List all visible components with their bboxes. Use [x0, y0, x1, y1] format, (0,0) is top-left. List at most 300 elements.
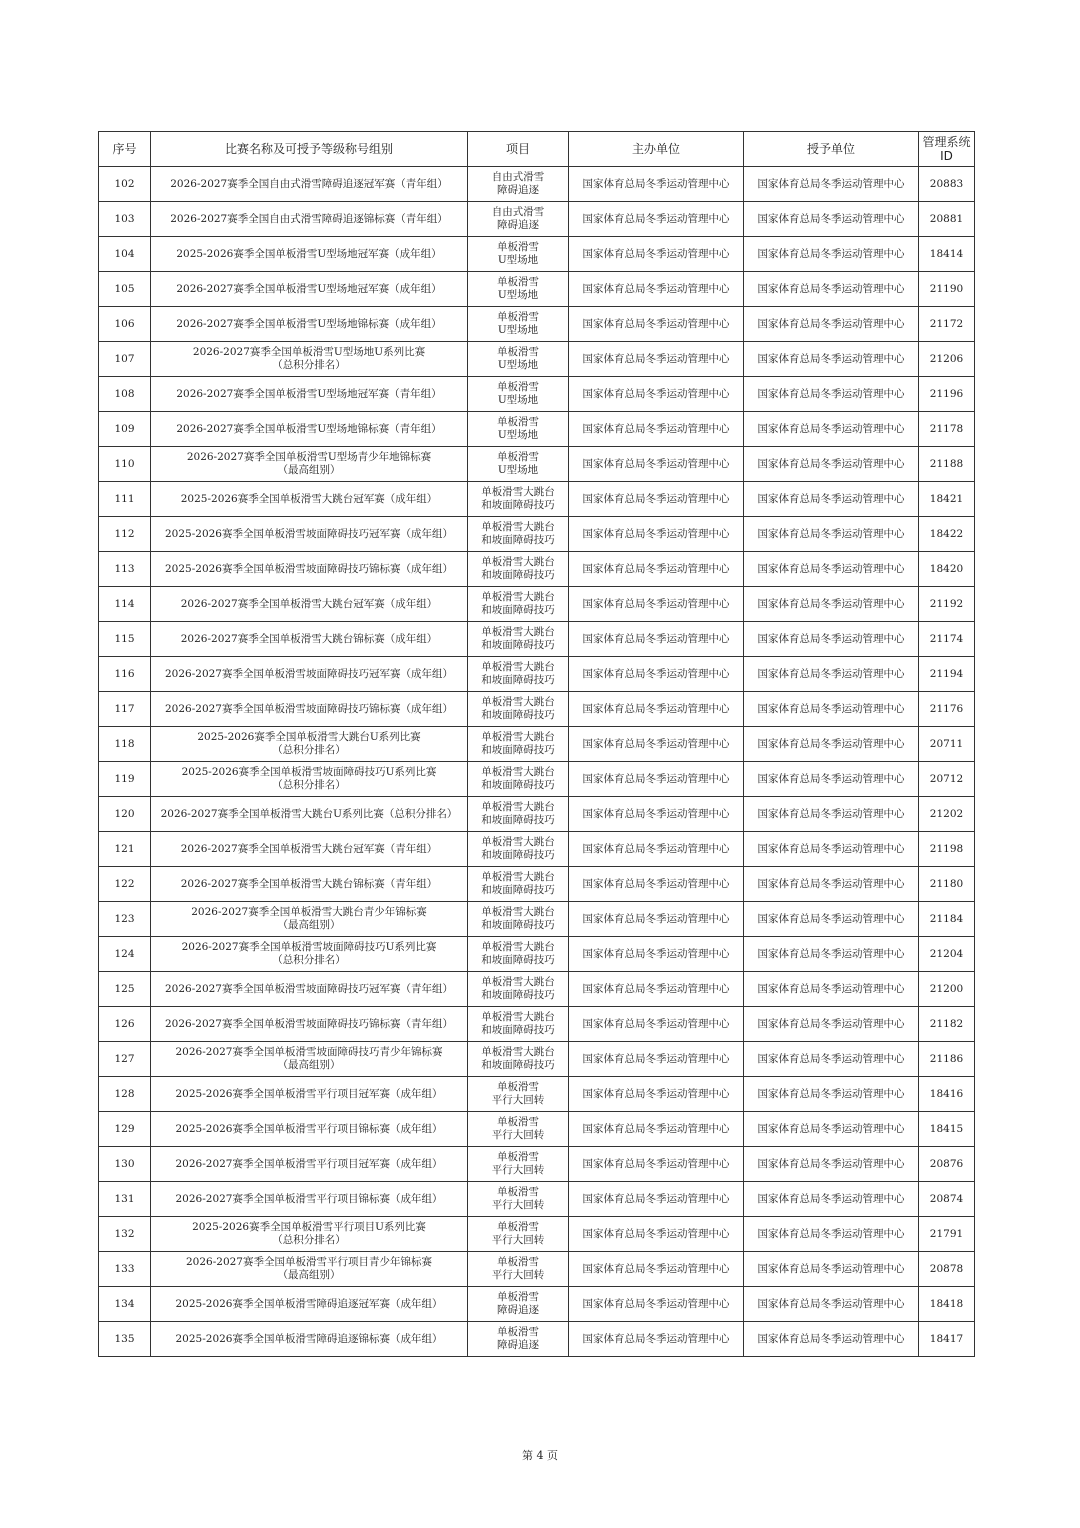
cell-name [151, 412, 468, 447]
cell-host: 国家体育总局冬季运动管理中心 [569, 1217, 744, 1252]
cell-system-id: 20712 [919, 762, 975, 797]
cell-name-line: 2026-2027赛季全国单板滑雪大跳台U系列比赛（总积分排名） [160, 807, 458, 820]
cell-event-line: 单板滑雪 [497, 1116, 539, 1128]
cell-host: 国家体育总局冬季运动管理中心 [569, 1322, 744, 1357]
cell-name [151, 692, 468, 727]
cell-no: 119 [99, 762, 151, 797]
table-row [99, 412, 975, 447]
cell-grantor: 国家体育总局冬季运动管理中心 [744, 972, 919, 1007]
cell-no: 102 [99, 167, 151, 202]
cell-event-line: 单板滑雪 [497, 311, 539, 323]
table-row [99, 622, 975, 657]
cell-host: 国家体育总局冬季运动管理中心 [569, 307, 744, 342]
cell-system-id: 20711 [919, 727, 975, 762]
table-row [99, 867, 975, 902]
cell-event-line: 单板滑雪 [497, 451, 539, 463]
cell-event-line: 单板滑雪大跳台 [481, 556, 555, 568]
cell-event [468, 1252, 569, 1287]
cell-grantor: 国家体育总局冬季运动管理中心 [744, 377, 919, 412]
cell-event-line: U型场地 [497, 429, 539, 441]
cell-event-line: 单板滑雪大跳台 [481, 801, 555, 813]
cell-name [151, 1322, 468, 1357]
table-row [99, 797, 975, 832]
cell-name-line: 2025-2026赛季全国单板滑雪平行项目U系列比赛 [192, 1221, 426, 1233]
cell-host: 国家体育总局冬季运动管理中心 [569, 167, 744, 202]
cell-grantor: 国家体育总局冬季运动管理中心 [744, 692, 919, 727]
header-system-id-line1: 管理系统 [922, 135, 971, 149]
cell-event-line: 障碍追逐 [497, 219, 539, 231]
cell-event-line: 单板滑雪大跳台 [481, 941, 555, 953]
cell-system-id: 20881 [919, 202, 975, 237]
cell-name-line: 2026-2027赛季全国单板滑雪U型场地锦标赛（成年组） [176, 317, 442, 330]
table-row [99, 1007, 975, 1042]
cell-no: 120 [99, 797, 151, 832]
cell-event-line: 单板滑雪大跳台 [481, 696, 555, 708]
cell-grantor: 国家体育总局冬季运动管理中心 [744, 657, 919, 692]
table-row [99, 1077, 975, 1112]
cell-event [468, 1112, 569, 1147]
cell-event [468, 727, 569, 762]
cell-name-line: 2026-2027赛季全国单板滑雪大跳台青少年锦标赛 [191, 906, 427, 918]
cell-name-line: 2025-2026赛季全国单板滑雪平行项目冠军赛（成年组） [175, 1087, 443, 1100]
cell-event-line: U型场地 [497, 289, 539, 301]
cell-event-line: U型场地 [497, 464, 539, 476]
cell-name-line: 2026-2027赛季全国单板滑雪U型场地冠军赛（青年组） [176, 387, 442, 400]
cell-event-line: 平行大回转 [491, 1269, 545, 1281]
cell-system-id: 21200 [919, 972, 975, 1007]
cell-host: 国家体育总局冬季运动管理中心 [569, 482, 744, 517]
cell-system-id: 18422 [919, 517, 975, 552]
cell-event [468, 237, 569, 272]
cell-name-line: 2026-2027赛季全国单板滑雪U型场青少年地锦标赛 [186, 451, 432, 463]
cell-no: 121 [99, 832, 151, 867]
cell-event [468, 482, 569, 517]
cell-system-id: 18417 [919, 1322, 975, 1357]
cell-event [468, 377, 569, 412]
cell-event-line: 单板滑雪大跳台 [481, 1046, 555, 1058]
cell-grantor: 国家体育总局冬季运动管理中心 [744, 1007, 919, 1042]
cell-name [151, 797, 468, 832]
cell-host: 国家体育总局冬季运动管理中心 [569, 272, 744, 307]
cell-system-id: 21174 [919, 622, 975, 657]
cell-event-line: U型场地 [497, 394, 539, 406]
cell-host: 国家体育总局冬季运动管理中心 [569, 797, 744, 832]
cell-event [468, 552, 569, 587]
cell-name-line: 2025-2026赛季全国单板滑雪坡面障碍技巧U系列比赛 [181, 766, 437, 778]
cell-name [151, 1042, 468, 1077]
table-row [99, 482, 975, 517]
cell-name-line: 2026-2027赛季全国单板滑雪U型场地冠军赛（成年组） [176, 282, 442, 295]
cell-event [468, 867, 569, 902]
cell-event [468, 972, 569, 1007]
cell-grantor: 国家体育总局冬季运动管理中心 [744, 167, 919, 202]
cell-event [468, 517, 569, 552]
cell-event-line: 单板滑雪大跳台 [481, 591, 555, 603]
cell-event [468, 622, 569, 657]
cell-system-id: 18418 [919, 1287, 975, 1322]
cell-name-line: 2026-2027赛季全国单板滑雪平行项目锦标赛（成年组） [175, 1192, 443, 1205]
cell-grantor: 国家体育总局冬季运动管理中心 [744, 1182, 919, 1217]
table-row [99, 1217, 975, 1252]
cell-system-id: 21182 [919, 1007, 975, 1042]
cell-event-line: 和坡面障碍技巧 [481, 499, 555, 511]
cell-grantor: 国家体育总局冬季运动管理中心 [744, 1112, 919, 1147]
table-row [99, 237, 975, 272]
cell-grantor: 国家体育总局冬季运动管理中心 [744, 447, 919, 482]
cell-system-id: 21180 [919, 867, 975, 902]
cell-event-line: 单板滑雪 [497, 1186, 539, 1198]
cell-event [468, 447, 569, 482]
cell-name [151, 587, 468, 622]
cell-name [151, 307, 468, 342]
cell-host: 国家体育总局冬季运动管理中心 [569, 1112, 744, 1147]
cell-system-id: 20883 [919, 167, 975, 202]
cell-no: 110 [99, 447, 151, 482]
cell-event-line: 单板滑雪大跳台 [481, 731, 555, 743]
cell-event-line: U型场地 [497, 359, 539, 371]
cell-event [468, 1217, 569, 1252]
cell-event-line: 单板滑雪大跳台 [481, 1011, 555, 1023]
cell-no: 132 [99, 1217, 151, 1252]
cell-event-line: 和坡面障碍技巧 [481, 849, 555, 861]
cell-host: 国家体育总局冬季运动管理中心 [569, 587, 744, 622]
cell-grantor: 国家体育总局冬季运动管理中心 [744, 797, 919, 832]
cell-system-id: 21178 [919, 412, 975, 447]
cell-event-line: 单板滑雪大跳台 [481, 976, 555, 988]
cell-event-line: 和坡面障碍技巧 [481, 814, 555, 826]
cell-event [468, 1147, 569, 1182]
cell-no: 108 [99, 377, 151, 412]
cell-event-line: 和坡面障碍技巧 [481, 989, 555, 1001]
cell-event-line: 单板滑雪大跳台 [481, 836, 555, 848]
cell-name-line: 2026-2027赛季全国单板滑雪大跳台锦标赛（青年组） [180, 877, 438, 890]
table-row [99, 1112, 975, 1147]
cell-host: 国家体育总局冬季运动管理中心 [569, 937, 744, 972]
table-body [99, 167, 975, 1357]
cell-no: 123 [99, 902, 151, 937]
table-row [99, 307, 975, 342]
cell-event-line: 单板滑雪 [497, 416, 539, 428]
cell-event-line: U型场地 [497, 324, 539, 336]
cell-name-line: 2025-2026赛季全国单板滑雪坡面障碍技巧锦标赛（成年组） [165, 562, 453, 575]
cell-event-line: 自由式滑雪 [491, 206, 545, 218]
cell-event-line: 和坡面障碍技巧 [481, 639, 555, 651]
cell-event [468, 902, 569, 937]
cell-system-id: 21188 [919, 447, 975, 482]
cell-host: 国家体育总局冬季运动管理中心 [569, 1007, 744, 1042]
table-row [99, 762, 975, 797]
cell-name-line: 2026-2027赛季全国单板滑雪坡面障碍技巧U系列比赛 [181, 941, 437, 953]
cell-name [151, 1182, 468, 1217]
cell-grantor: 国家体育总局冬季运动管理中心 [744, 237, 919, 272]
cell-event [468, 342, 569, 377]
table-row [99, 517, 975, 552]
cell-grantor: 国家体育总局冬季运动管理中心 [744, 1322, 919, 1357]
cell-no: 124 [99, 937, 151, 972]
cell-host: 国家体育总局冬季运动管理中心 [569, 447, 744, 482]
cell-host: 国家体育总局冬季运动管理中心 [569, 1182, 744, 1217]
cell-event-line: 和坡面障碍技巧 [481, 919, 555, 931]
cell-system-id: 21194 [919, 657, 975, 692]
cell-no: 106 [99, 307, 151, 342]
cell-name [151, 902, 468, 937]
cell-no: 133 [99, 1252, 151, 1287]
cell-event-line: 和坡面障碍技巧 [481, 744, 555, 756]
cell-host: 国家体育总局冬季运动管理中心 [569, 1042, 744, 1077]
cell-host: 国家体育总局冬季运动管理中心 [569, 867, 744, 902]
cell-no: 131 [99, 1182, 151, 1217]
cell-grantor: 国家体育总局冬季运动管理中心 [744, 1077, 919, 1112]
cell-name-line: （总积分排名） [272, 359, 346, 371]
cell-name [151, 202, 468, 237]
cell-event-line: 单板滑雪大跳台 [481, 661, 555, 673]
cell-name-line: （总积分排名） [272, 779, 346, 791]
cell-event-line: 和坡面障碍技巧 [481, 569, 555, 581]
cell-grantor: 国家体育总局冬季运动管理中心 [744, 902, 919, 937]
cell-event-line: U型场地 [497, 254, 539, 266]
cell-name-line: 2025-2026赛季全国单板滑雪平行项目锦标赛（成年组） [175, 1122, 443, 1135]
cell-no: 103 [99, 202, 151, 237]
cell-host: 国家体育总局冬季运动管理中心 [569, 412, 744, 447]
table-header-row [99, 132, 975, 167]
cell-event [468, 1287, 569, 1322]
table-row [99, 272, 975, 307]
cell-name [151, 657, 468, 692]
cell-system-id: 21204 [919, 937, 975, 972]
cell-event-line: 障碍追逐 [497, 184, 539, 196]
cell-host: 国家体育总局冬季运动管理中心 [569, 1147, 744, 1182]
cell-event [468, 202, 569, 237]
cell-host: 国家体育总局冬季运动管理中心 [569, 342, 744, 377]
cell-event-line: 障碍追逐 [497, 1339, 539, 1351]
cell-name-line: （总积分排名） [272, 1234, 346, 1246]
cell-no: 125 [99, 972, 151, 1007]
table-row [99, 587, 975, 622]
cell-system-id: 20874 [919, 1182, 975, 1217]
cell-host: 国家体育总局冬季运动管理中心 [569, 622, 744, 657]
cell-name-line: 2026-2027赛季全国单板滑雪平行项目冠军赛（成年组） [175, 1157, 443, 1170]
table-row [99, 1147, 975, 1182]
cell-name-line: （最高组别） [277, 464, 341, 476]
cell-grantor: 国家体育总局冬季运动管理中心 [744, 482, 919, 517]
cell-system-id: 21172 [919, 307, 975, 342]
competition-table [98, 131, 975, 1357]
table-row [99, 937, 975, 972]
cell-system-id: 21791 [919, 1217, 975, 1252]
cell-event-line: 和坡面障碍技巧 [481, 954, 555, 966]
cell-host: 国家体育总局冬季运动管理中心 [569, 762, 744, 797]
cell-event-line: 和坡面障碍技巧 [481, 1024, 555, 1036]
cell-host: 国家体育总局冬季运动管理中心 [569, 1252, 744, 1287]
cell-grantor: 国家体育总局冬季运动管理中心 [744, 1252, 919, 1287]
cell-name-line: （最高组别） [277, 1269, 341, 1281]
header-grantor: 授予单位 [744, 132, 919, 167]
header-no: 序号 [99, 132, 151, 167]
cell-system-id: 21190 [919, 272, 975, 307]
cell-event-line: 单板滑雪 [497, 1326, 539, 1338]
cell-system-id: 21202 [919, 797, 975, 832]
cell-event-line: 单板滑雪 [497, 1291, 539, 1303]
cell-grantor: 国家体育总局冬季运动管理中心 [744, 937, 919, 972]
cell-event [468, 587, 569, 622]
cell-event-line: 单板滑雪大跳台 [481, 626, 555, 638]
cell-no: 128 [99, 1077, 151, 1112]
cell-host: 国家体育总局冬季运动管理中心 [569, 202, 744, 237]
cell-system-id: 21176 [919, 692, 975, 727]
cell-event-line: 单板滑雪 [497, 1221, 539, 1233]
cell-grantor: 国家体育总局冬季运动管理中心 [744, 727, 919, 762]
cell-event [468, 762, 569, 797]
cell-no: 112 [99, 517, 151, 552]
cell-grantor: 国家体育总局冬季运动管理中心 [744, 412, 919, 447]
cell-system-id: 20878 [919, 1252, 975, 1287]
cell-no: 122 [99, 867, 151, 902]
cell-no: 114 [99, 587, 151, 622]
cell-name [151, 727, 468, 762]
cell-event-line: 平行大回转 [491, 1199, 545, 1211]
cell-name-line: 2026-2027赛季全国单板滑雪大跳台冠军赛（青年组） [180, 842, 438, 855]
cell-event [468, 1042, 569, 1077]
table-row [99, 692, 975, 727]
cell-name [151, 937, 468, 972]
cell-name-line: 2026-2027赛季全国单板滑雪大跳台冠军赛（成年组） [180, 597, 438, 610]
cell-name-line: 2026-2027赛季全国单板滑雪坡面障碍技巧冠军赛（青年组） [165, 982, 453, 995]
table-row [99, 447, 975, 482]
header-system-id-line2: ID [940, 149, 953, 163]
cell-name-line: 2025-2026赛季全国单板滑雪U型场地冠军赛（成年组） [176, 247, 442, 260]
cell-name-line: 2026-2027赛季全国自由式滑雪障碍追逐冠军赛（青年组） [170, 177, 448, 190]
cell-name-line: 2026-2027赛季全国单板滑雪平行项目青少年锦标赛 [186, 1256, 432, 1268]
cell-name [151, 1217, 468, 1252]
cell-grantor: 国家体育总局冬季运动管理中心 [744, 517, 919, 552]
cell-no: 135 [99, 1322, 151, 1357]
cell-grantor: 国家体育总局冬季运动管理中心 [744, 272, 919, 307]
cell-system-id: 21196 [919, 377, 975, 412]
cell-no: 105 [99, 272, 151, 307]
cell-host: 国家体育总局冬季运动管理中心 [569, 832, 744, 867]
table-row [99, 202, 975, 237]
cell-name-line: 2025-2026赛季全国单板滑雪障碍追逐冠军赛（成年组） [175, 1297, 443, 1310]
cell-name [151, 1287, 468, 1322]
cell-name-line: （最高组别） [277, 919, 341, 931]
cell-system-id: 21192 [919, 587, 975, 622]
cell-grantor: 国家体育总局冬季运动管理中心 [744, 1147, 919, 1182]
cell-name [151, 447, 468, 482]
cell-host: 国家体育总局冬季运动管理中心 [569, 377, 744, 412]
cell-grantor: 国家体育总局冬季运动管理中心 [744, 832, 919, 867]
table-row [99, 1287, 975, 1322]
table-row [99, 972, 975, 1007]
cell-name [151, 972, 468, 1007]
cell-event [468, 657, 569, 692]
header-system-id [919, 132, 975, 167]
cell-event-line: 平行大回转 [491, 1094, 545, 1106]
cell-name [151, 237, 468, 272]
cell-host: 国家体育总局冬季运动管理中心 [569, 552, 744, 587]
cell-name [151, 482, 468, 517]
table-row [99, 657, 975, 692]
cell-event-line: 平行大回转 [491, 1129, 545, 1141]
cell-no: 104 [99, 237, 151, 272]
table-row [99, 377, 975, 412]
cell-name-line: （最高组别） [277, 1059, 341, 1071]
page-number: 第 4 页 [522, 1449, 558, 1462]
cell-event-line: 单板滑雪 [497, 381, 539, 393]
table-row [99, 552, 975, 587]
cell-grantor: 国家体育总局冬季运动管理中心 [744, 202, 919, 237]
cell-no: 130 [99, 1147, 151, 1182]
cell-grantor: 国家体育总局冬季运动管理中心 [744, 1287, 919, 1322]
table-row [99, 727, 975, 762]
cell-event [468, 692, 569, 727]
cell-event-line: 障碍追逐 [497, 1304, 539, 1316]
cell-no: 118 [99, 727, 151, 762]
cell-event [468, 412, 569, 447]
cell-no: 116 [99, 657, 151, 692]
cell-event-line: 单板滑雪 [497, 346, 539, 358]
cell-host: 国家体育总局冬季运动管理中心 [569, 1287, 744, 1322]
cell-event [468, 307, 569, 342]
cell-event [468, 272, 569, 307]
cell-no: 126 [99, 1007, 151, 1042]
cell-no: 109 [99, 412, 151, 447]
cell-event-line: 单板滑雪 [497, 276, 539, 288]
cell-system-id: 20876 [919, 1147, 975, 1182]
cell-grantor: 国家体育总局冬季运动管理中心 [744, 622, 919, 657]
cell-name-line: 2026-2027赛季全国单板滑雪坡面障碍技巧青少年锦标赛 [175, 1046, 443, 1058]
table-row [99, 342, 975, 377]
cell-name-line: 2025-2026赛季全国单板滑雪大跳台U系列比赛 [197, 731, 421, 743]
cell-host: 国家体育总局冬季运动管理中心 [569, 902, 744, 937]
cell-event [468, 937, 569, 972]
cell-grantor: 国家体育总局冬季运动管理中心 [744, 867, 919, 902]
cell-event-line: 单板滑雪 [497, 1256, 539, 1268]
cell-name [151, 867, 468, 902]
header-event: 项目 [468, 132, 569, 167]
cell-name-line: 2025-2026赛季全国单板滑雪障碍追逐锦标赛（成年组） [175, 1332, 443, 1345]
cell-host: 国家体育总局冬季运动管理中心 [569, 727, 744, 762]
cell-system-id: 18421 [919, 482, 975, 517]
cell-system-id: 18416 [919, 1077, 975, 1112]
cell-name [151, 377, 468, 412]
table-row [99, 902, 975, 937]
cell-event-line: 和坡面障碍技巧 [481, 1059, 555, 1071]
cell-event-line: 和坡面障碍技巧 [481, 884, 555, 896]
cell-host: 国家体育总局冬季运动管理中心 [569, 517, 744, 552]
cell-name [151, 167, 468, 202]
table-row [99, 1322, 975, 1357]
cell-host: 国家体育总局冬季运动管理中心 [569, 1077, 744, 1112]
cell-no: 107 [99, 342, 151, 377]
cell-event-line: 单板滑雪大跳台 [481, 486, 555, 498]
cell-system-id: 18420 [919, 552, 975, 587]
cell-event-line: 单板滑雪大跳台 [481, 521, 555, 533]
cell-event [468, 832, 569, 867]
cell-event-line: 平行大回转 [491, 1164, 545, 1176]
cell-name-line: 2026-2027赛季全国单板滑雪U型场地U系列比赛 [192, 346, 426, 358]
cell-event-line: 单板滑雪 [497, 1151, 539, 1163]
cell-no: 111 [99, 482, 151, 517]
cell-event-line: 单板滑雪大跳台 [481, 906, 555, 918]
cell-event-line: 和坡面障碍技巧 [481, 604, 555, 616]
cell-grantor: 国家体育总局冬季运动管理中心 [744, 1217, 919, 1252]
table-row [99, 1182, 975, 1217]
cell-event-line: 单板滑雪大跳台 [481, 871, 555, 883]
cell-grantor: 国家体育总局冬季运动管理中心 [744, 342, 919, 377]
cell-no: 127 [99, 1042, 151, 1077]
cell-name-line: 2026-2027赛季全国单板滑雪坡面障碍技巧锦标赛（青年组） [165, 1017, 453, 1030]
cell-name-line: （总积分排名） [272, 954, 346, 966]
